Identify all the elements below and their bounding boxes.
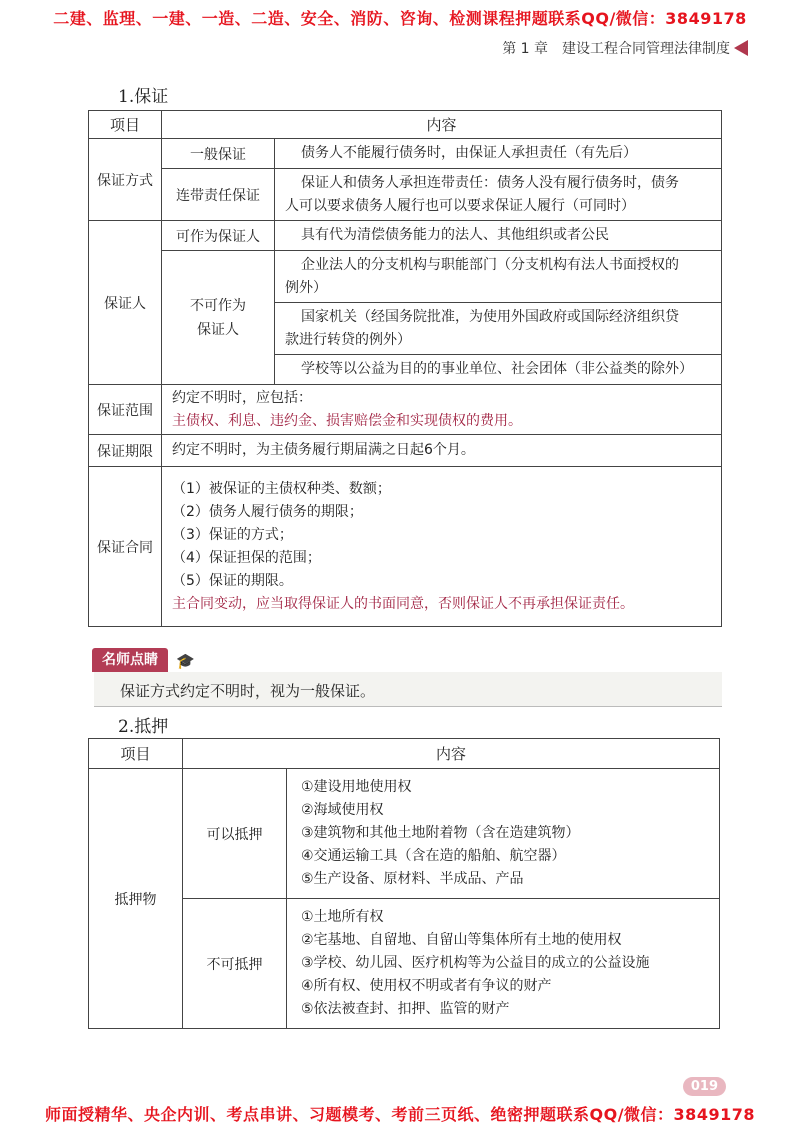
chapter-number: 第 1 章 xyxy=(502,41,548,57)
top-banner: 二建、监理、一建、一造、二造、安全、消防、咨询、检测课程押题联系QQ/微信：3849178 xyxy=(53,9,747,28)
row-label-guarantor: 保证人 xyxy=(89,221,162,385)
contract-item: （3）保证的方式； xyxy=(172,526,293,543)
method-general-name: 一般保证 xyxy=(162,139,275,169)
chapter-title: 建设工程合同管理法律制度 xyxy=(562,41,730,57)
row-label-method: 保证方式 xyxy=(89,139,162,221)
scope-line1: 约定不明时，应包括： xyxy=(172,389,312,406)
cannot-row1-line2: 例外） xyxy=(285,279,327,296)
guarantor-cannot-row2 xyxy=(275,303,722,355)
bottom-banner: 师面授精华、央企内训、考点串讲、习题模考、考前三页纸、绝密押题联系QQ/微信：3849178 xyxy=(45,1105,755,1124)
contract-content xyxy=(162,467,722,627)
col-header-item: 项目 xyxy=(89,111,162,139)
col-header-item: 项目 xyxy=(89,739,183,769)
mortgage-table xyxy=(88,738,720,1029)
method-joint-name: 连带责任保证 xyxy=(162,169,275,221)
cannot-row2-line1: 国家机关（经国务院批准，为使用外国政府或国际经济组织贷 xyxy=(301,308,679,325)
mortgage-cannot-item: ④所有权、使用权不明或者有争议的财产 xyxy=(301,978,552,994)
guarantor-cannot-row1 xyxy=(275,251,722,303)
contract-item: （2）债务人履行债务的期限； xyxy=(172,503,363,520)
mortgage-can-list xyxy=(287,769,720,899)
chapter-marker-icon xyxy=(734,40,748,56)
method-joint-line1: 保证人和债务人承担连带责任：债务人没有履行债务时，债务 xyxy=(301,174,679,191)
row-label-collateral: 抵押物 xyxy=(89,769,183,1029)
mortgage-cannot-list xyxy=(287,899,720,1029)
mortgage-can-item: ④交通运输工具（含在造的船舶、航空器） xyxy=(301,848,566,864)
contract-item: （4）保证担保的范围； xyxy=(172,549,321,566)
mortgage-cannot-item: ①土地所有权 xyxy=(301,909,384,925)
scope-content xyxy=(162,385,722,435)
mortgage-can-item: ②海域使用权 xyxy=(301,802,384,818)
cannot-row2-line2: 款进行转贷的例外） xyxy=(285,331,411,348)
method-general-text: 债务人不能履行债务时，由保证人承担责任（有先后） xyxy=(275,139,722,169)
mortgage-cannot-item: ②宅基地、自留地、自留山等集体所有土地的使用权 xyxy=(301,932,622,948)
contract-item: （5）保证的期限。 xyxy=(172,572,293,589)
row-label-contract: 保证合同 xyxy=(89,467,162,627)
section-heading-mortgage: 2.抵押 xyxy=(118,717,169,737)
guarantee-table xyxy=(88,110,722,627)
guarantor-cannot-name-line1: 不可作为 xyxy=(190,297,246,314)
col-header-content: 内容 xyxy=(162,111,722,139)
chapter-header xyxy=(502,38,730,58)
mortgage-cannot-name: 不可抵押 xyxy=(183,899,287,1029)
mortgage-can-name: 可以抵押 xyxy=(183,769,287,899)
guarantor-can-text: 具有代为清偿债务能力的法人、其他组织或者公民 xyxy=(275,221,722,251)
tip-tag: 名师点睛 xyxy=(92,648,168,672)
period-content: 约定不明时，为主债务履行期届满之日起6个月。 xyxy=(162,435,722,467)
contract-item: （1）被保证的主债权种类、数额； xyxy=(172,480,391,497)
mortgage-cannot-item: ③学校、幼儿园、医疗机构等为公益目的成立的公益设施 xyxy=(301,955,650,971)
guarantor-cannot-name xyxy=(162,251,275,385)
mortgage-can-item: ①建设用地使用权 xyxy=(301,779,412,795)
cannot-row1-line1: 企业法人的分支机构与职能部门（分支机构有法人书面授权的 xyxy=(301,256,679,273)
tip-text: 保证方式约定不明时，视为一般保证。 xyxy=(120,682,376,700)
col-header-content: 内容 xyxy=(183,739,720,769)
mortgage-can-item: ⑤生产设备、原材料、半成品、产品 xyxy=(301,871,524,887)
method-joint-line2: 人可以要求债务人履行也可以要求保证人履行（可同时） xyxy=(285,197,635,214)
guarantor-cannot-name-line2: 保证人 xyxy=(197,321,239,338)
row-label-period: 保证期限 xyxy=(89,435,162,467)
mortgage-cannot-item: ⑤依法被查封、扣押、监管的财产 xyxy=(301,1001,510,1017)
guarantor-can-name: 可作为保证人 xyxy=(162,221,275,251)
mortgage-can-item: ③建筑物和其他土地附着物（含在造建筑物） xyxy=(301,825,580,841)
guarantor-cannot-row3: 学校等以公益为目的的事业单位、社会团体（非公益类的除外） xyxy=(275,355,722,385)
method-joint-text xyxy=(275,169,722,221)
page-number: 019 xyxy=(683,1077,726,1096)
scope-line2: 主债权、利息、违约金、损害赔偿金和实现债权的费用。 xyxy=(172,412,522,429)
row-label-scope: 保证范围 xyxy=(89,385,162,435)
graduation-cap-icon: 🎓 xyxy=(176,652,195,670)
contract-note: 主合同变动，应当取得保证人的书面同意，否则保证人不再承担保证责任。 xyxy=(172,595,634,612)
section-heading-guarantee: 1.保证 xyxy=(118,87,169,107)
